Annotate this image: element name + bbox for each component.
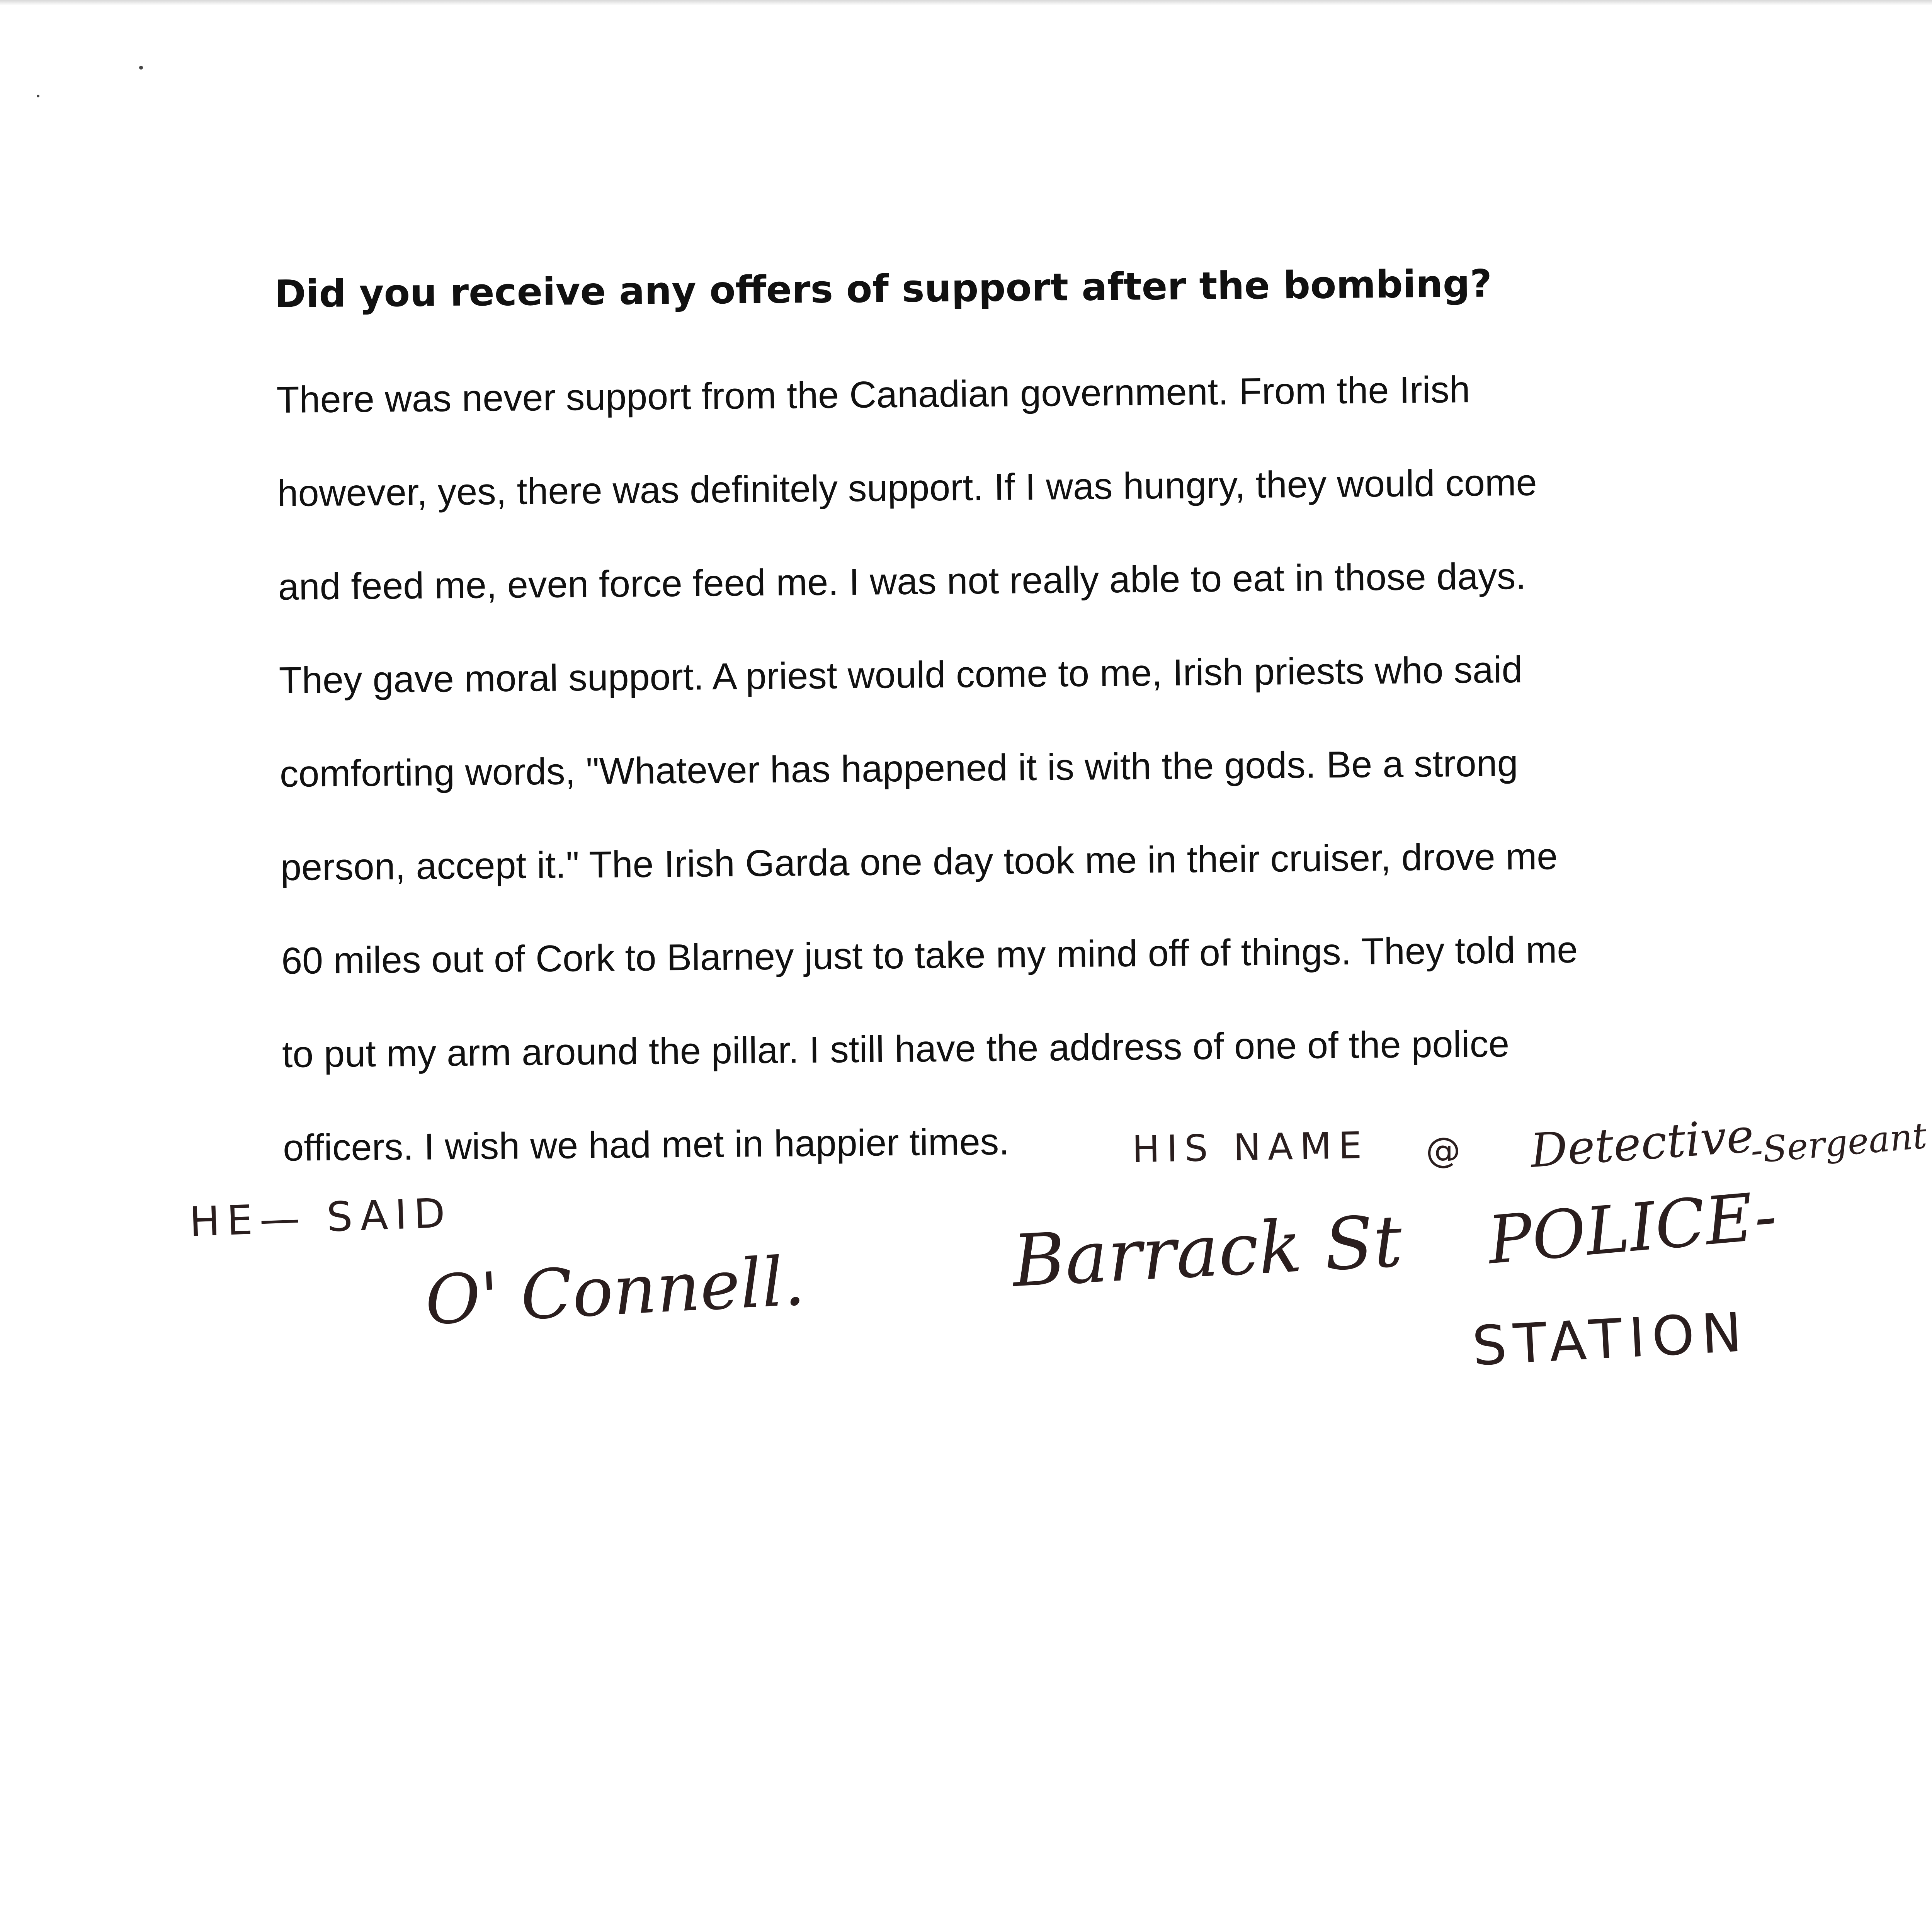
handwritten-he-said: HE— SAID: [189, 1189, 453, 1246]
paragraph-line: however, yes, there was definitely support. If I was hungry, they would come: [277, 461, 1537, 514]
paragraph-line: officers. I wish we had met in happier times.: [282, 1120, 1010, 1169]
question-heading: Did you receive any offers of support after the bombing?: [274, 262, 1492, 316]
paragraph-line: and feed me, even force feed me. I was not really able to eat in those days.: [278, 554, 1526, 608]
handwritten-at-symbol: @: [1426, 1130, 1468, 1171]
handwritten-barrack-st: Barrack St: [1010, 1199, 1404, 1303]
paragraph-line: comforting words, "Whatever has happened it is with the gods. Be a strong: [279, 742, 1519, 795]
paragraph-line: to put my arm around the pillar. I still have the address of one of the police: [282, 1022, 1510, 1075]
paragraph-line: They gave moral support. A priest would come to me, Irish priests who said: [279, 648, 1523, 701]
scan-speck: [37, 95, 39, 97]
handwritten-police: POLICE-: [1485, 1177, 1780, 1279]
paragraph-line: There was never support from the Canadian government. From the Irish: [276, 368, 1471, 421]
handwritten-his-name: HIS NAME: [1132, 1124, 1369, 1171]
handwritten-station: STATION: [1471, 1301, 1750, 1378]
paragraph-line: person, accept it." The Irish Garda one day took me in their cruiser, drove me: [280, 835, 1558, 888]
paragraph-line: 60 miles out of Cork to Blarney just to take my mind off of things. They told me: [281, 928, 1578, 982]
handwritten-sergeant: -Sergeant: [1749, 1115, 1929, 1172]
handwritten-detective: Detective: [1528, 1109, 1756, 1179]
scan-edge: [0, 0, 1932, 5]
scan-speck: [139, 66, 143, 70]
answer-paragraph: [276, 366, 1713, 1220]
handwritten-oconnell: O' Connell.: [423, 1242, 807, 1340]
